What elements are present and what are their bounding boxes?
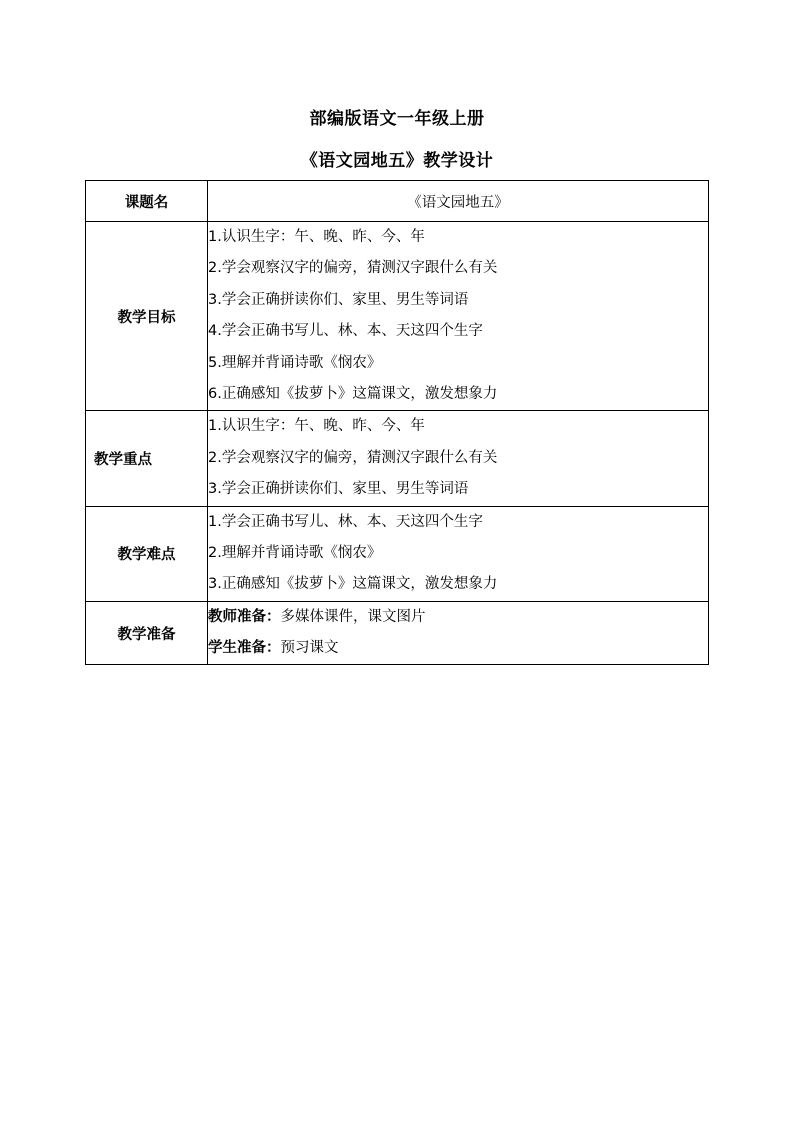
objectives-label: 教学目标: [86, 222, 208, 411]
objective-item: 2.学会观察汉字的偏旁，猜测汉字跟什么有关: [208, 260, 498, 277]
objectives-content: [208, 222, 709, 411]
document-title: 部编版语文一年级上册: [309, 109, 485, 129]
key-point-item: 1.认识生字：午、晚、昨、今、年: [208, 418, 425, 435]
topic-value: 《语文园地五》: [208, 181, 709, 222]
objective-item: 5.理解并背诵诗歌《悯农》: [208, 354, 382, 371]
preparation-content: [208, 601, 709, 665]
key-point-item: 3.学会正确拼读你们、家里、男生等词语: [208, 481, 469, 498]
difficulty-item: 2.理解并背诵诗歌《悯农》: [208, 544, 382, 561]
difficulty-item: 1.学会正确书写儿、林、本、天这四个生字: [208, 513, 483, 530]
objective-item: 1.认识生字：午、晚、昨、今、年: [208, 229, 425, 245]
table-row-objectives: [86, 222, 709, 411]
difficulties-label: 教学难点: [86, 506, 208, 601]
objective-item: 4.学会正确书写儿、林、本、天这四个生字: [208, 323, 483, 340]
key-point-item: 2.学会观察汉字的偏旁，猜测汉字跟什么有关: [208, 449, 498, 466]
table-row-preparation: [86, 601, 709, 665]
table-row-key-points: [86, 411, 709, 506]
student-preparation-value: 预习课文: [280, 640, 339, 657]
teacher-preparation-value: 多媒体课件，课文图片: [280, 608, 426, 625]
objective-item: 6.正确感知《拔萝卜》这篇课文，激发想象力: [208, 385, 498, 402]
document-subtitle: 《语文园地五》教学设计: [300, 151, 494, 171]
teacher-preparation-label: 教师准备：: [208, 608, 281, 625]
key-points-content: [208, 411, 709, 506]
student-preparation-label: 学生准备：: [208, 640, 281, 657]
key-points-label: 教学重点: [86, 411, 208, 506]
topic-label: 课题名: [86, 181, 208, 222]
preparation-label: 教学准备: [86, 601, 208, 665]
objective-item: 3.学会正确拼读你们、家里、男生等词语: [208, 291, 469, 308]
lesson-plan-table: [85, 180, 709, 665]
student-preparation: [208, 633, 708, 664]
table-row-difficulties: [86, 506, 709, 601]
difficulty-item: 3.正确感知《拔萝卜》这篇课文，激发想象力: [208, 576, 498, 593]
difficulties-content: [208, 506, 709, 601]
table-row-topic: [86, 181, 709, 222]
teacher-preparation: [208, 602, 708, 633]
